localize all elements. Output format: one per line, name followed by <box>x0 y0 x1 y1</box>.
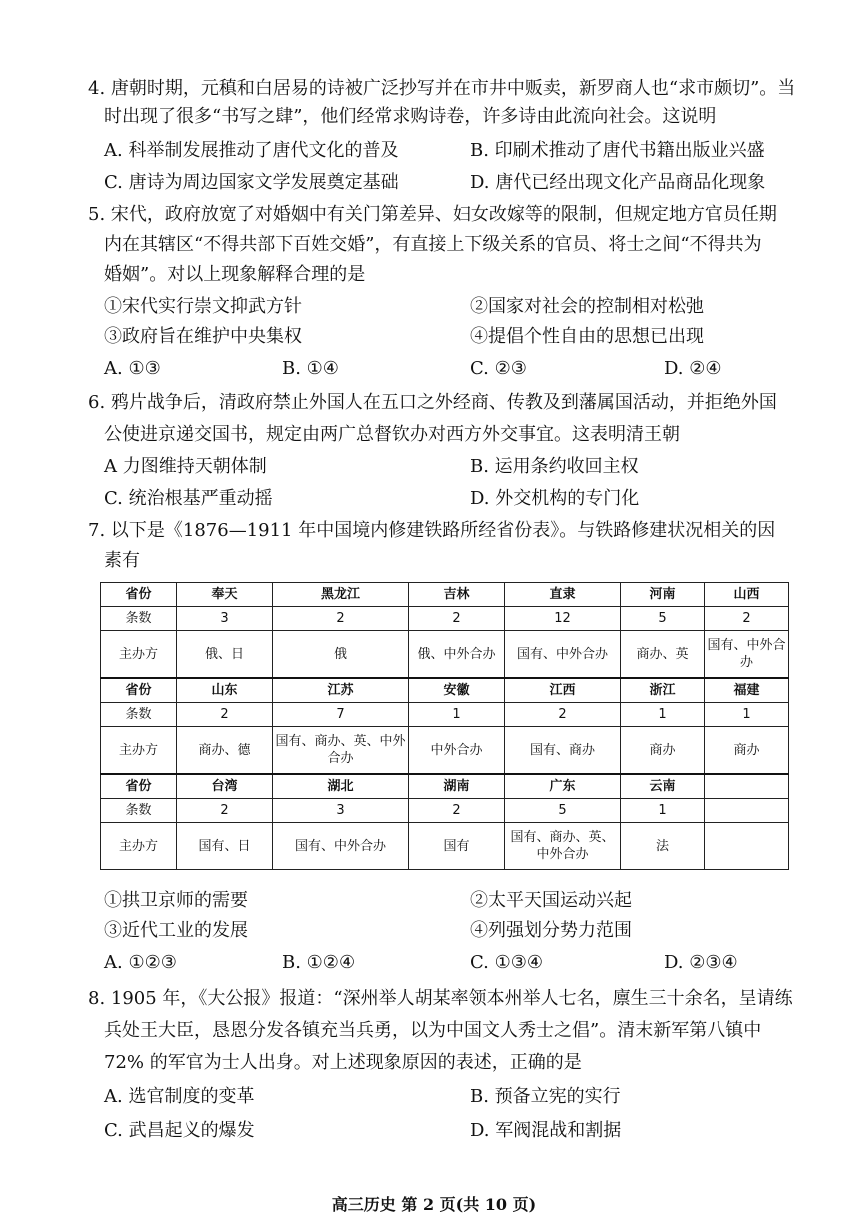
sponsor-cell: 俄、中外合办 <box>409 631 505 679</box>
table-row <box>101 583 789 607</box>
sponsor-cell: 中外合办 <box>409 727 505 775</box>
province-cell: 江西 <box>505 678 621 703</box>
sponsor-cell <box>705 823 789 870</box>
row-label-sponsor: 主办方 <box>101 823 177 870</box>
q6-option-d: D. 外交机构的专门化 <box>470 488 640 509</box>
sponsor-cell: 商办 <box>621 727 705 775</box>
province-cell: 湖南 <box>409 774 505 799</box>
province-cell: 福建 <box>705 678 789 703</box>
sponsor-cell: 国有、商办、英、中外合办 <box>273 727 409 775</box>
q8-option-d: D. 军阀混战和割据 <box>470 1120 622 1141</box>
q4-option-d: D. 唐代已经出现文化产品商品化现象 <box>470 172 766 193</box>
table-row <box>101 774 789 799</box>
q5-stem-line1: 5. 宋代，政府放宽了对婚姻中有关门第差异、妇女改嫁等的限制，但规定地方官员任期 <box>88 204 777 225</box>
table-row <box>101 823 789 870</box>
row-label-sponsor: 主办方 <box>101 727 177 775</box>
count-cell: 1 <box>621 703 705 727</box>
sponsor-cell: 商办、英 <box>621 631 705 679</box>
sponsor-cell: 俄、日 <box>177 631 273 679</box>
count-cell: 12 <box>505 607 621 631</box>
q8-option-a: A. 选官制度的变革 <box>104 1086 255 1107</box>
sponsor-cell: 国有、商办 <box>505 727 621 775</box>
q6-option-b: B. 运用条约收回主权 <box>470 456 639 477</box>
count-cell: 1 <box>621 799 705 823</box>
q4-option-b: B. 印刷术推动了唐代书籍出版业兴盛 <box>470 140 765 161</box>
q5-option-d: D. ②④ <box>664 358 722 379</box>
sponsor-cell: 国有、中外合办 <box>705 631 789 679</box>
q7-item-4: ④列强划分势力范围 <box>470 920 632 941</box>
q8-stem-line3: 72% 的军官为士人出身。对上述现象原因的表述，正确的是 <box>104 1052 582 1073</box>
q7-option-c: C. ①③④ <box>470 952 543 973</box>
province-cell: 湖北 <box>273 774 409 799</box>
q5-item-4: ④提倡个性自由的思想已出现 <box>470 326 704 347</box>
q5-stem-line2: 内在其辖区“不得共部下百姓交婚”，有直接上下级关系的官员、将士之间“不得共为 <box>104 234 762 255</box>
q7-option-a: A. ①②③ <box>104 952 177 973</box>
count-cell: 5 <box>505 799 621 823</box>
count-cell: 3 <box>273 799 409 823</box>
sponsor-cell: 商办、德 <box>177 727 273 775</box>
table-row <box>101 727 789 775</box>
q6-stem-line2: 公使进京递交国书，规定由两广总督钦办对西方外交事宜。这表明清王朝 <box>104 424 680 445</box>
count-cell: 7 <box>273 703 409 727</box>
province-cell: 江苏 <box>273 678 409 703</box>
row-label-count: 条数 <box>101 703 177 727</box>
sponsor-cell: 国有、商办、英、中外合办 <box>505 823 621 870</box>
province-cell: 台湾 <box>177 774 273 799</box>
q8-option-b: B. 预备立宪的实行 <box>470 1086 621 1107</box>
q5-option-a: A. ①③ <box>104 358 161 379</box>
table-row <box>101 607 789 631</box>
count-cell: 2 <box>705 607 789 631</box>
q7-item-2: ②太平天国运动兴起 <box>470 890 632 911</box>
sponsor-cell: 俄 <box>273 631 409 679</box>
row-label-province: 省份 <box>101 583 177 607</box>
q8-stem-line2: 兵处王大臣，恳恩分发各镇充当兵勇，以为中国文人秀士之倡”。清末新军第八镇中 <box>104 1020 762 1041</box>
count-cell: 5 <box>621 607 705 631</box>
sponsor-cell: 国有 <box>409 823 505 870</box>
railway-province-table <box>100 582 789 870</box>
count-cell: 1 <box>705 703 789 727</box>
q6-option-a: A 力图维持天朝体制 <box>104 456 267 477</box>
count-cell: 2 <box>177 799 273 823</box>
count-cell: 2 <box>409 607 505 631</box>
q7-option-d: D. ②③④ <box>664 952 738 973</box>
sponsor-cell: 商办 <box>705 727 789 775</box>
sponsor-cell: 国有、中外合办 <box>505 631 621 679</box>
q4-stem-line2: 时出现了很多“书写之肆”，他们经常求购诗卷，许多诗由此流向社会。这说明 <box>104 106 717 127</box>
province-cell: 吉林 <box>409 583 505 607</box>
table-row <box>101 631 789 679</box>
sponsor-cell: 国有、中外合办 <box>273 823 409 870</box>
count-cell: 1 <box>409 703 505 727</box>
q5-item-1: ①宋代实行崇文抑武方针 <box>104 296 302 317</box>
row-label-count: 条数 <box>101 607 177 631</box>
province-cell: 云南 <box>621 774 705 799</box>
table-row <box>101 799 789 823</box>
count-cell: 2 <box>177 703 273 727</box>
count-cell: 2 <box>409 799 505 823</box>
q5-option-c: C. ②③ <box>470 358 527 379</box>
q7-stem-line2: 素有 <box>104 550 140 571</box>
q4-stem-line1: 4. 唐朝时期，元稹和白居易的诗被广泛抄写并在市井中贩卖，新罗商人也“求市颇切”。当 <box>88 78 796 99</box>
sponsor-cell: 法 <box>621 823 705 870</box>
table-row <box>101 678 789 703</box>
q7-stem-line1: 7. 以下是《1876—1911 年中国境内修建铁路所经省份表》。与铁路修建状况相关的因 <box>88 520 776 541</box>
q5-stem-line3: 婚姻”。对以上现象解释合理的是 <box>104 264 366 285</box>
row-label-province: 省份 <box>101 774 177 799</box>
q7-item-3: ③近代工业的发展 <box>104 920 248 941</box>
row-label-sponsor: 主办方 <box>101 631 177 679</box>
count-cell <box>705 799 789 823</box>
province-cell: 黑龙江 <box>273 583 409 607</box>
q5-item-2: ②国家对社会的控制相对松弛 <box>470 296 704 317</box>
province-cell: 山西 <box>705 583 789 607</box>
q4-option-a: A. 科举制发展推动了唐代文化的普及 <box>104 140 399 161</box>
q8-stem-line1: 8. 1905 年，《大公报》报道：“深州举人胡某率领本州举人七名，廪生三十余名，呈请练 <box>88 988 793 1009</box>
q8-option-c: C. 武昌起义的爆发 <box>104 1120 255 1141</box>
province-cell: 浙江 <box>621 678 705 703</box>
q5-item-3: ③政府旨在维护中央集权 <box>104 326 302 347</box>
q5-option-b: B. ①④ <box>282 358 339 379</box>
province-cell: 山东 <box>177 678 273 703</box>
province-cell: 奉天 <box>177 583 273 607</box>
province-cell: 安徽 <box>409 678 505 703</box>
row-label-count: 条数 <box>101 799 177 823</box>
row-label-province: 省份 <box>101 678 177 703</box>
province-cell: 直隶 <box>505 583 621 607</box>
q6-stem-line1: 6. 鸦片战争后，清政府禁止外国人在五口之外经商、传教及到藩属国活动，并拒绝外国 <box>88 392 777 413</box>
province-cell <box>705 774 789 799</box>
count-cell: 2 <box>505 703 621 727</box>
count-cell: 3 <box>177 607 273 631</box>
q4-option-c: C. 唐诗为周边国家文学发展奠定基础 <box>104 172 399 193</box>
q6-option-c: C. 统治根基严重动摇 <box>104 488 273 509</box>
q7-option-b: B. ①②④ <box>282 952 356 973</box>
table-row <box>101 703 789 727</box>
sponsor-cell: 国有、日 <box>177 823 273 870</box>
count-cell: 2 <box>273 607 409 631</box>
province-cell: 河南 <box>621 583 705 607</box>
page-footer: 高三历史 第 2 页(共 10 页) <box>331 1195 537 1214</box>
q7-item-1: ①拱卫京师的需要 <box>104 890 248 911</box>
province-cell: 广东 <box>505 774 621 799</box>
